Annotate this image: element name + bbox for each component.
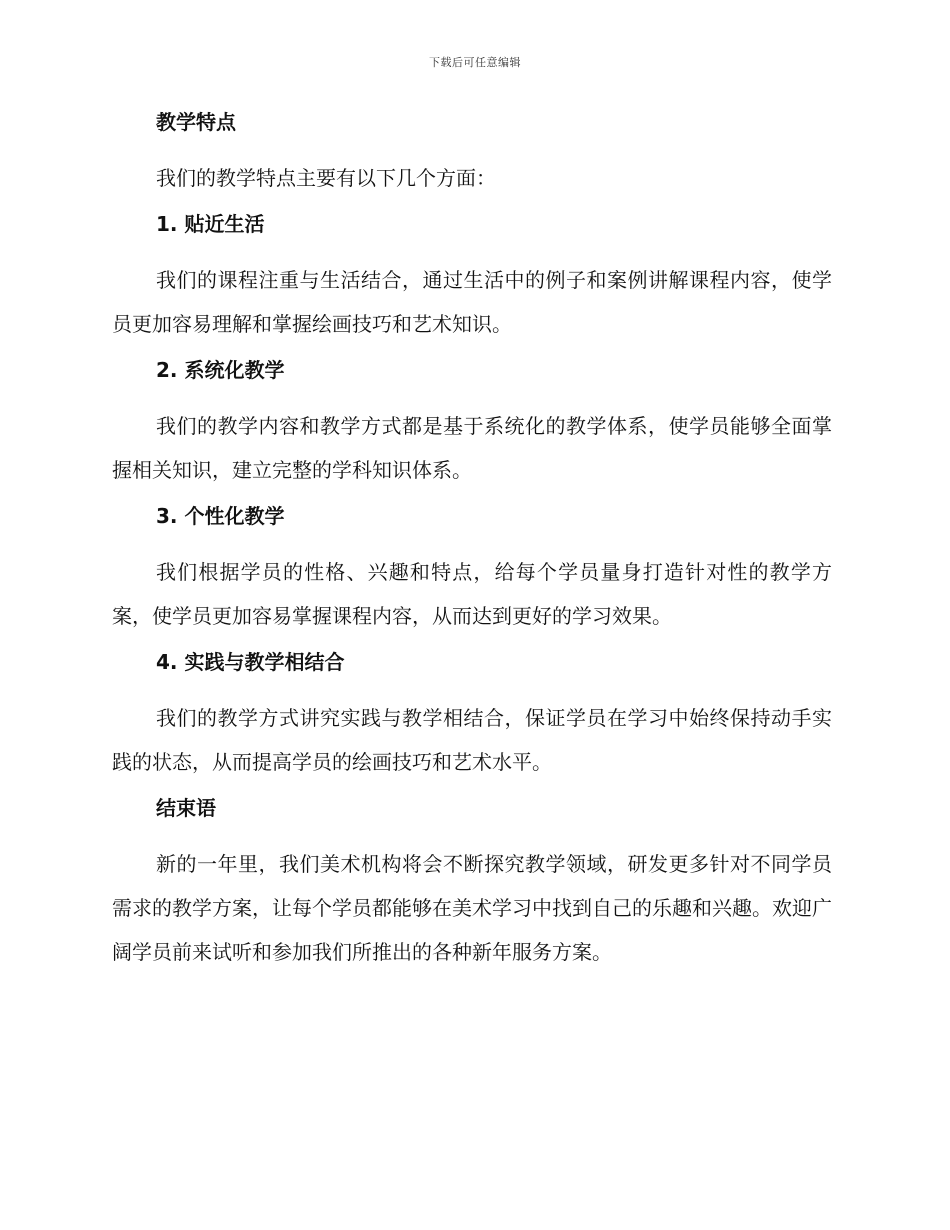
section-heading-3: 3. 个性化教学 [156,504,285,528]
conclusion-body: 新的一年里，我们美术机构将会不断探究教学领域，研发更多针对不同学员需求的教学方案，让每个学员都能够在美术学习中找到自己的乐趣和兴趣。欢迎广阔学员前来试听和参加我们所推出的各种新年服务方案。 [112,852,832,964]
section-heading-2: 2. 系统化教学 [156,358,285,382]
header-note: 下载后可任意编辑 [429,56,521,69]
section-body-4: 我们的教学方式讲究实践与教学相结合，保证学员在学习中始终保持动手实践的状态，从而提高学员的绘画技巧和艺术水平。 [112,706,832,774]
section-title-teaching-features: 教学特点 [156,110,236,134]
section-heading-4: 4. 实践与教学相结合 [156,650,345,674]
section-body-3: 我们根据学员的性格、兴趣和特点，给每个学员量身打造针对性的教学方案，使学员更加容易掌握课程内容，从而达到更好的学习效果。 [112,560,832,628]
section-body-2: 我们的教学内容和教学方式都是基于系统化的教学体系，使学员能够全面掌握相关知识，建立完整的学科知识体系。 [112,414,832,482]
section-body-1: 我们的课程注重与生活结合，通过生活中的例子和案例讲解课程内容，使学员更加容易理解和掌握绘画技巧和艺术知识。 [112,268,832,336]
conclusion-heading: 结束语 [156,796,216,820]
document-body [112,106,832,982]
section-heading-1: 1. 贴近生活 [156,212,265,236]
intro-paragraph: 我们的教学特点主要有以下几个方面： [156,166,496,190]
